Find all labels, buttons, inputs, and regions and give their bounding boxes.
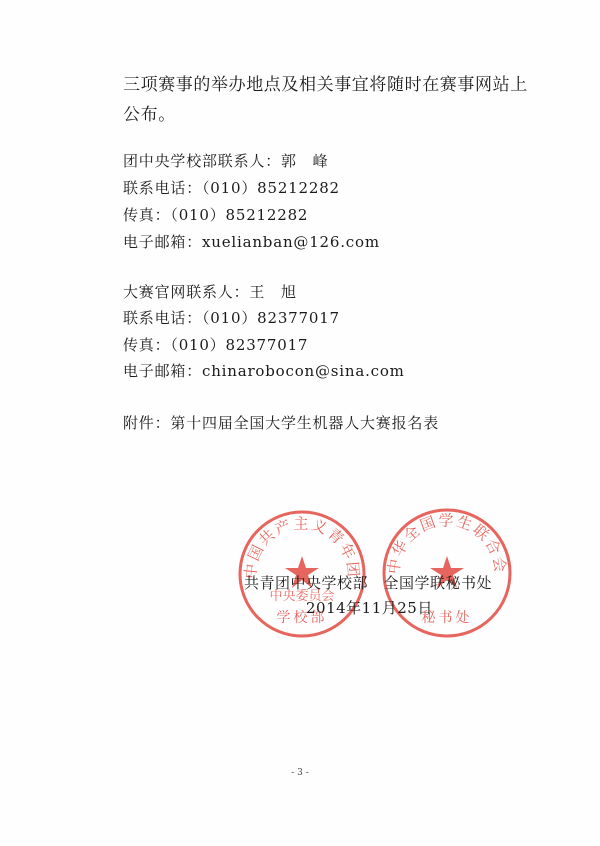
svg-text:中国共产主义青年团: 中国共产主义青年团 <box>241 514 363 580</box>
contact-1-phone: 联系电话：（010）85212282 <box>123 179 340 197</box>
contact-2-email: 电子邮箱：chinarobocon@sina.com <box>123 362 405 380</box>
svg-text:秘书处: 秘书处 <box>421 610 473 626</box>
svg-text:中华全国学生联合会: 中华全国学生联合会 <box>384 511 510 576</box>
contact-1-email: 电子邮箱：xuelianban@126.com <box>123 233 380 251</box>
intro-line-2: 公布。 <box>123 105 176 125</box>
signature-date: 2014年11月25日 <box>306 599 433 617</box>
contact-1-fax: 传真：（010）85212282 <box>123 206 309 224</box>
page-number: - 3 - <box>291 768 309 778</box>
contact-2-fax: 传真：（010）82377017 <box>123 336 309 354</box>
contact-1-name: 团中央学校部联系人：郭 峰 <box>123 152 329 170</box>
signature-orgs: 共青团中央学校部 全国学联秘书处 <box>244 574 493 592</box>
contact-2-phone: 联系电话：（010）82377017 <box>123 309 340 327</box>
attachment-line: 附件：第十四届全国大学生机器人大赛报名表 <box>123 414 440 432</box>
svg-text:学校部: 学校部 <box>276 610 328 626</box>
intro-line-1: 三项赛事的举办地点及相关事宜将随时在赛事网站上 <box>123 75 528 95</box>
contact-2-name: 大赛官网联系人：王 旭 <box>123 283 297 301</box>
svg-text:中央委员会: 中央委员会 <box>269 589 335 604</box>
